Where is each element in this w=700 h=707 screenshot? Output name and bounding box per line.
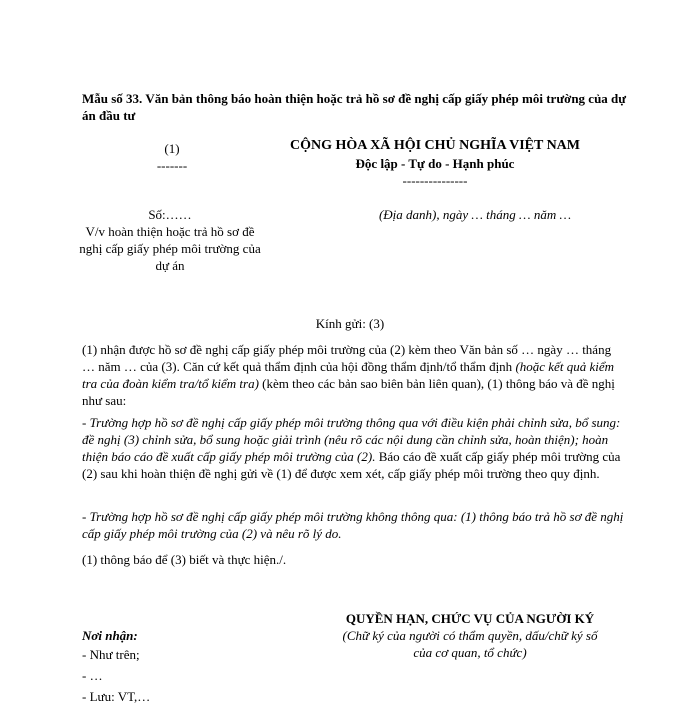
paragraph-4: (1) thông báo để (3) biết và thực hiện./.	[82, 552, 287, 567]
signer-note: (Chữ ký của người có thẩm quyền, dấu/chữ ký số của cơ quan, tổ chức)	[342, 628, 598, 660]
recipients-header: Nơi nhận:	[82, 628, 138, 643]
paragraph-1-part-a: (1) nhận được hồ sơ đề nghị cấp giấy phép môi trường của (2) kèm theo Văn bản số … ngày … tháng … năm … của (3). Căn cứ kết quả thẩm định của hội đồng thẩm định/tổ thẩm định	[82, 342, 612, 374]
paragraph-2-part-b: Báo cáo đề xuất cấp giấy phép môi trường của (2) sau khi hoàn thiện đề nghị gửi về (1) để được xem xét, cấp giấy phép môi trường theo quy định.	[82, 449, 621, 481]
recipient-item: - Lưu: VT,…	[82, 689, 151, 704]
motto-divider: ---------------	[402, 173, 468, 188]
paragraph-3: - Trường hợp hồ sơ đề nghị cấp giấy phép môi trường không thông qua: (1) thông báo trả hồ sơ đề nghị cấp giấy phép môi trường của (2) và nêu rõ lý do.	[82, 509, 624, 541]
signer-title: QUYỀN HẠN, CHỨC VỤ CỦA NGƯỜI KÝ	[345, 611, 595, 626]
recipient-item: - Như trên;	[82, 647, 140, 662]
paragraph-1-part-c: (kèm theo các bản sao biên bản liên quan), (1) thông báo và đề nghị như sau:	[82, 376, 615, 408]
paragraph-1	[82, 341, 627, 409]
document-title: Mẫu số 33. Văn bản thông báo hoàn thiện hoặc trả hồ sơ đề nghị cấp giấy phép môi trường của dự án đầu tư	[82, 91, 627, 123]
place-date-line: (Địa danh), ngày … tháng … năm …	[378, 207, 572, 222]
national-header	[270, 136, 600, 189]
issuing-agency-block	[112, 140, 232, 174]
paragraph-1-part-b: (hoặc kết quả kiểm tra của đoàn kiểm tra/tổ kiểm tra)	[82, 359, 614, 391]
document-subject: V/v hoàn thiện hoặc trả hồ sơ đề nghị cấp giấy phép môi trường của dự án	[79, 224, 261, 273]
paragraph-2-part-a: - Trường hợp hồ sơ đề nghị cấp giấy phép môi trường thông qua với điều kiện phải chỉnh sửa, bổ sung: đề nghị (3) chỉnh sửa, bổ sung hoặc giải trình (nêu rõ các nội dung cần chỉnh sửa, hoàn thiện); hoàn thiện báo cáo đề xuất cấp giấy phép môi trường của (2).	[82, 415, 621, 464]
motto: Độc lập - Tự do - Hạnh phúc	[355, 156, 515, 171]
document-number: Số:……	[148, 207, 192, 222]
recipients-block	[82, 627, 282, 707]
nation-name: CỘNG HÒA XÃ HỘI CHỦ NGHĨA VIỆT NAM	[289, 138, 580, 153]
addressee-line: Kính gửi: (3)	[315, 316, 385, 331]
agency-divider: -------	[156, 158, 188, 173]
signature-block	[340, 610, 600, 661]
recipient-item: - …	[82, 668, 103, 683]
issuing-agency: (1)	[164, 141, 180, 156]
document-number-block	[75, 206, 265, 274]
paragraph-2	[82, 414, 627, 482]
